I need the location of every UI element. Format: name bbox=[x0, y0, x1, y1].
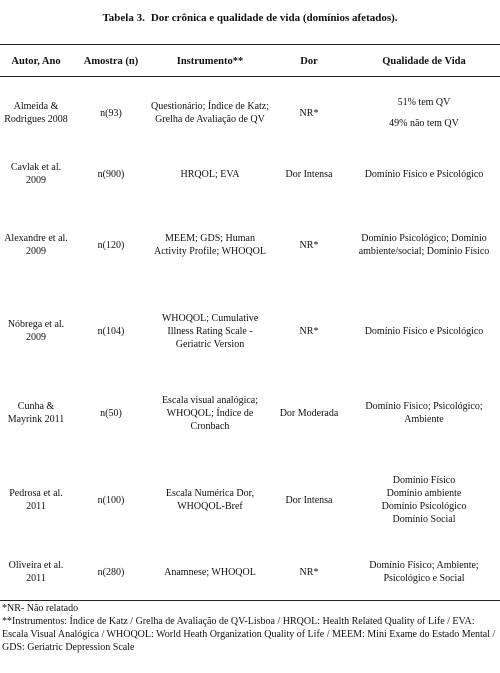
cell-dor: Dor Intensa bbox=[285, 494, 333, 506]
cell-qv: Domínio Físico; Ambiente; Psicológico e Social bbox=[369, 560, 479, 584]
header-row bbox=[0, 46, 500, 76]
cell-qv: Domínio Psicológico; Domínio ambiente/social; Domínio Físico bbox=[358, 233, 490, 257]
table-row bbox=[0, 150, 500, 198]
cell-amostra: n(50) bbox=[100, 407, 122, 419]
cell-instrumento: Questionário; Índice de Katz; Grelha de Avaliação de QV bbox=[150, 101, 269, 125]
qv-line: 49% não tem QV bbox=[389, 118, 459, 129]
footnote-instrumentos: **Instrumentos: Índice de Katz / Grelha de Avaliação de QV-Lisboa / HRQOL: Health Related Quality of Life / EVA: Escala Visual Analógica / WHOQOL: World Heath Organization Quality of Life / MEEM: Mini Exame do Estado Mental / GDS: Geriatric Depression Scale bbox=[2, 616, 496, 653]
header-qv: Qualidade de Vida bbox=[382, 55, 466, 67]
footnote-nr: *NR- Não relatado bbox=[2, 603, 79, 614]
table-row bbox=[0, 380, 500, 446]
cell-instrumento: Anamnese; WHOQOL bbox=[164, 566, 256, 578]
table-row bbox=[0, 80, 500, 146]
cell-instrumento: Escala Numérica Dor, WHOQOL-Bref bbox=[165, 488, 255, 512]
qv-line: Domínio Social bbox=[392, 514, 456, 525]
cell-autor: Oliveira et al. 2011 bbox=[8, 560, 64, 584]
cell-instrumento: WHOQOL; Cumulative Illness Rating Scale - Geriatric Version bbox=[161, 312, 259, 350]
cell-amostra: n(280) bbox=[97, 566, 125, 578]
header-amostra: Amostra (n) bbox=[83, 55, 139, 67]
cell-qv: Domínio Físico; Psicológico; Ambiente bbox=[365, 401, 483, 425]
cell-dor: NR* bbox=[299, 239, 319, 251]
cell-autor: Nóbrega et al. 2009 bbox=[7, 319, 65, 343]
cell-amostra: n(100) bbox=[97, 494, 125, 506]
header-rule bbox=[0, 76, 500, 77]
cell-dor: NR* bbox=[299, 325, 319, 337]
qv-line: 51% tem QV bbox=[397, 97, 451, 108]
table-caption: Dor crônica e qualidade de vida (domínios afetados). bbox=[150, 12, 398, 24]
cell-instrumento: HRQOL; EVA bbox=[180, 168, 240, 180]
header-instrumento: Instrumento** bbox=[176, 55, 244, 67]
cell-autor: Almeida & Rodrigues 2008 bbox=[4, 101, 68, 125]
footnotes bbox=[2, 602, 498, 654]
table-title bbox=[0, 12, 500, 24]
cell-dor: Dor Moderada bbox=[279, 407, 339, 419]
cell-instrumento: MEEM; GDS; Human Activity Profile; WHOQOL bbox=[153, 233, 267, 257]
cell-amostra: n(104) bbox=[97, 325, 125, 337]
bottom-rule bbox=[0, 600, 500, 601]
cell-qv bbox=[348, 80, 500, 146]
cell-dor: NR* bbox=[299, 566, 319, 578]
table-row bbox=[0, 298, 500, 364]
cell-autor: Cunha & Mayrink 2011 bbox=[7, 401, 65, 425]
cell-amostra: n(900) bbox=[97, 168, 125, 180]
qv-line: Domínio Psicológico bbox=[381, 501, 467, 512]
cell-instrumento: Escala visual analógica; WHOQOL; Índice de Cronbach bbox=[161, 394, 259, 432]
cell-qv: Domínio Físico e Psicológico bbox=[364, 325, 484, 337]
table-row bbox=[0, 464, 500, 536]
cell-dor: Dor Intensa bbox=[285, 168, 333, 180]
cell-qv bbox=[348, 464, 500, 536]
cell-autor: Alexandre et al. 2009 bbox=[4, 233, 68, 257]
table-row bbox=[0, 552, 500, 592]
table-label: Tabela 3. bbox=[102, 12, 145, 24]
table-row bbox=[0, 210, 500, 280]
qv-line: Domínio Físico bbox=[392, 475, 456, 486]
header-autor: Autor, Ano bbox=[11, 55, 61, 67]
cell-autor: Cavlak et al. 2009 bbox=[10, 162, 62, 186]
cell-dor: NR* bbox=[299, 107, 319, 119]
qv-line: Domínio ambiente bbox=[386, 488, 462, 499]
cell-qv: Domínio Físico e Psicológico bbox=[364, 168, 484, 180]
cell-autor: Pedrosa et al. 2011 bbox=[9, 488, 63, 512]
cell-amostra: n(120) bbox=[97, 239, 125, 251]
cell-amostra: n(93) bbox=[100, 107, 122, 119]
header-dor: Dor bbox=[300, 55, 318, 67]
top-rule bbox=[0, 44, 500, 45]
